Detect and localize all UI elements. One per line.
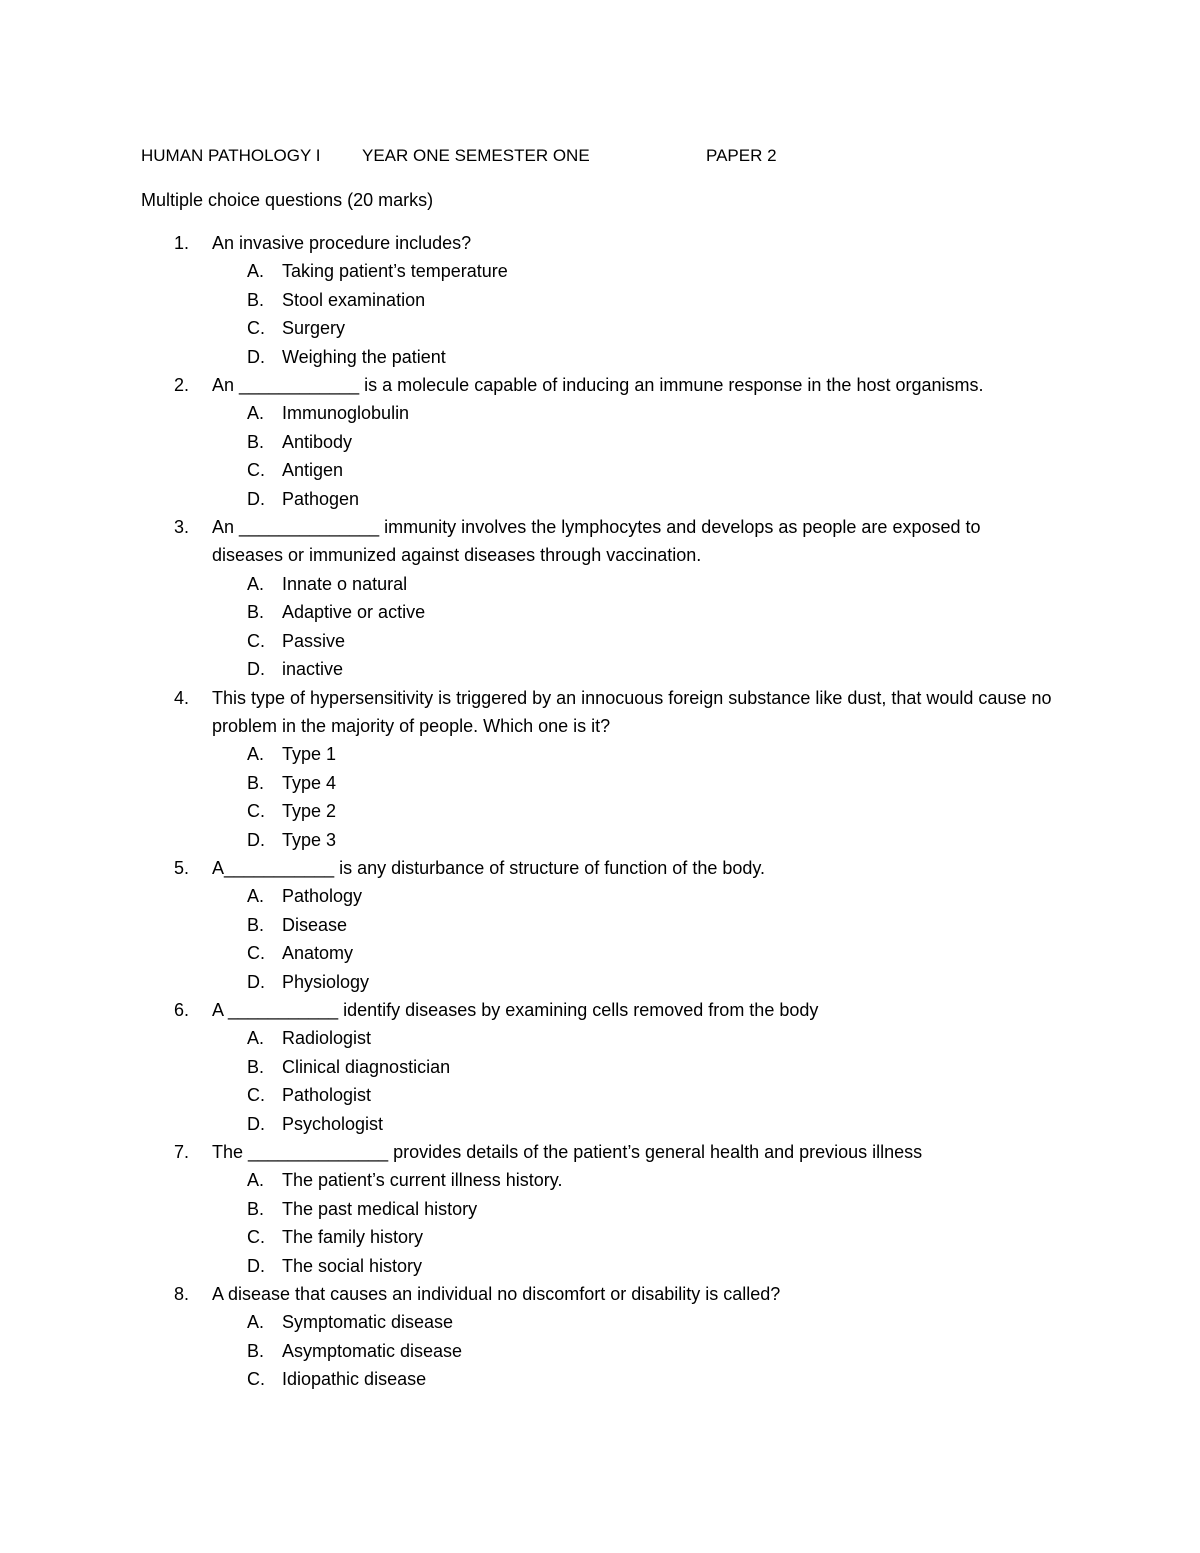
option-letter: B. [247,602,265,623]
question-number: 5. [174,857,190,878]
answer-options [212,882,1052,996]
question-item [0,371,1052,513]
answer-option [212,939,1052,967]
option-text: Innate o natural [282,573,408,594]
answer-option [212,627,1052,655]
question-text: A ___________ identify diseases by examining cells removed from the body [212,999,819,1020]
question-item [0,854,1052,996]
option-letter: C. [247,943,265,964]
answer-option [212,968,1052,996]
answer-option [212,1024,1052,1052]
answer-option [212,1166,1052,1194]
question-number: 3. [174,517,190,538]
option-text: Anatomy [282,943,354,964]
option-letter: C. [247,630,265,651]
option-letter: B. [247,914,265,935]
question-item [0,513,1052,683]
answer-option [212,826,1052,854]
option-text: inactive [282,659,344,680]
answer-option [212,485,1052,513]
option-letter: D. [247,1113,265,1134]
option-text: Physiology [282,971,370,992]
option-letter: A. [247,573,265,594]
option-letter: D. [247,971,265,992]
answer-options [212,1308,1052,1393]
option-letter: A. [247,744,265,765]
question-text: A disease that causes an individual no discomfort or disability is called? [212,1284,781,1305]
question-text: This type of hypersensitivity is triggered by an innocuous foreign substance like dust, that would cause no problem in the majority of people. Which one is it? [212,687,1052,736]
answer-option [212,343,1052,371]
question-number: 6. [174,999,190,1020]
answer-option [212,740,1052,768]
option-text: Antigen [282,460,344,481]
option-text: Passive [282,630,346,651]
answer-option [212,286,1052,314]
answer-option [212,1110,1052,1138]
paper-title: PAPER 2 [706,146,777,165]
option-text: The past medical history [282,1198,478,1219]
option-letter: D. [247,346,265,367]
option-text: Symptomatic disease [282,1312,454,1333]
option-letter: C. [247,460,265,481]
option-letter: B. [247,1340,265,1361]
option-letter: A. [247,261,265,282]
option-letter: D. [247,1255,265,1276]
option-text: Disease [282,914,348,935]
option-letter: B. [247,1056,265,1077]
option-letter: A. [247,1312,265,1333]
option-letter: B. [247,1198,265,1219]
answer-option [212,399,1052,427]
answer-option [212,257,1052,285]
answer-option [212,882,1052,910]
option-letter: B. [247,289,265,310]
option-text: Taking patient’s temperature [282,261,508,282]
answer-option [212,1308,1052,1336]
course-title: HUMAN PATHOLOGY I [141,146,321,165]
answer-option [212,1365,1052,1393]
question-text: The ______________ provides details of the patient’s general health and previous illness [212,1142,923,1162]
option-text: Immunoglobulin [282,403,410,424]
answer-option [212,1053,1052,1081]
answer-option [212,911,1052,939]
option-letter: A. [247,403,265,424]
option-text: Pathogen [282,488,360,509]
question-text: A___________ is any disturbance of structure of function of the body. [212,857,766,878]
answer-option [212,570,1052,598]
answer-option [212,1252,1052,1280]
question-item [0,996,1052,1138]
option-letter: C. [247,801,265,822]
option-text: Psychologist [282,1113,384,1134]
answer-option [212,655,1052,683]
answer-options [212,399,1052,513]
answer-options [212,257,1052,371]
question-number: 4. [174,687,190,708]
option-text: The family history [282,1227,424,1248]
option-text: Pathology [282,886,363,907]
option-text: Type 2 [282,801,337,822]
answer-option [212,314,1052,342]
option-letter: B. [247,431,265,452]
option-letter: C. [247,318,265,339]
answer-options [212,1024,1052,1138]
question-item [0,1138,1052,1280]
answer-option [212,1223,1052,1251]
answer-option [212,797,1052,825]
question-number: 7. [174,1142,190,1162]
option-text: The social history [282,1255,423,1276]
option-text: Idiopathic disease [282,1369,427,1390]
question-text: An ______________ immunity involves the lymphocytes and develops as people are exposed to diseases or immunized against diseases through vaccination. [212,517,981,566]
answer-option [212,598,1052,626]
exam-header [141,144,841,168]
question-number: 1. [174,233,190,253]
option-letter: C. [247,1227,265,1248]
option-text: Adaptive or active [282,602,426,623]
option-letter: C. [247,1369,265,1390]
option-letter: D. [247,488,265,509]
option-text: Antibody [282,431,353,452]
answer-option [212,1195,1052,1223]
answer-options [212,570,1052,684]
option-letter: D. [247,829,265,850]
question-item [0,684,1052,854]
question-number: 2. [174,375,190,396]
option-text: Weighing the patient [282,346,446,367]
answer-options [212,1166,1052,1280]
answer-option [212,1337,1052,1365]
option-text: Pathologist [282,1085,372,1106]
answer-option [212,769,1052,797]
option-text: Clinical diagnostician [282,1056,451,1077]
answer-options [212,740,1052,854]
option-text: Radiologist [282,1028,372,1049]
option-text: Stool examination [282,289,426,310]
option-letter: A. [247,886,265,907]
option-letter: C. [247,1085,265,1106]
question-item [0,1280,1052,1394]
option-letter: A. [247,1170,265,1191]
option-text: Type 3 [282,829,337,850]
option-text: The patient’s current illness history. [282,1170,563,1191]
answer-option [212,1081,1052,1109]
question-list [0,229,1200,1394]
answer-option [212,428,1052,456]
question-text: An invasive procedure includes? [212,233,472,253]
option-text: Surgery [282,318,346,339]
option-text: Type 4 [282,772,337,793]
question-text: An ____________ is a molecule capable of inducing an immune response in the host organisms. [212,375,984,396]
question-item [0,229,1052,371]
option-letter: A. [247,1028,265,1049]
option-text: Asymptomatic disease [282,1340,463,1361]
option-text: Type 1 [282,744,337,765]
option-letter: B. [247,772,265,793]
answer-option [212,456,1052,484]
section-title: Multiple choice questions (20 marks) [141,190,434,210]
term-title: YEAR ONE SEMESTER ONE [362,146,590,165]
option-letter: D. [247,659,265,680]
question-number: 8. [174,1284,190,1305]
